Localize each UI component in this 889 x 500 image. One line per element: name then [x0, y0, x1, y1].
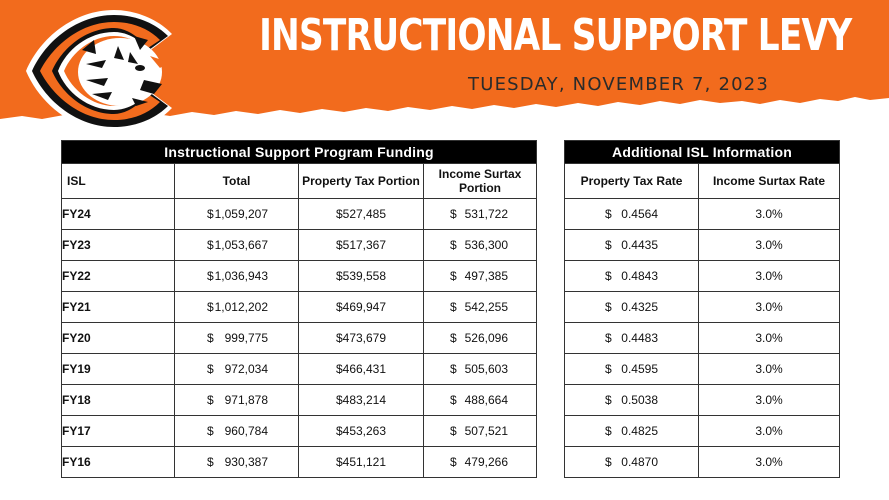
table-row [565, 416, 840, 447]
currency-symbol: $ [207, 393, 214, 407]
total-cell [175, 323, 299, 354]
currency-symbol: $ [207, 269, 214, 283]
table-row [62, 199, 537, 230]
currency-symbol: $ [605, 362, 612, 376]
page-title: INSTRUCTIONAL SUPPORT LEVY [258, 10, 851, 61]
event-date: TUESDAY, NOVEMBER 7, 2023 [468, 74, 770, 95]
currency-symbol: $ [605, 300, 612, 314]
income-surtax-cell [424, 230, 537, 261]
property-tax-portion: $527,485 [299, 199, 424, 230]
currency-symbol: $ [450, 393, 457, 407]
total-cell [175, 385, 299, 416]
income-surtax-rate: 3.0% [699, 199, 840, 230]
currency-symbol: $ [450, 455, 457, 469]
income-surtax-portion: 542,255 [464, 300, 509, 314]
currency-symbol: $ [450, 424, 457, 438]
col-header-income-surtax-rate: Income Surtax Rate [699, 164, 840, 199]
table-row [62, 230, 537, 261]
total-amount: 1,036,943 [214, 269, 268, 283]
currency-symbol: $ [207, 362, 214, 376]
funding-table-caption: Instructional Support Program Funding [62, 141, 537, 164]
property-tax-rate: 0.4564 [621, 207, 658, 221]
currency-symbol: $ [450, 269, 457, 283]
property-tax-rate-cell [565, 292, 699, 323]
property-tax-rate-cell [565, 385, 699, 416]
total-cell [175, 230, 299, 261]
total-cell [175, 292, 299, 323]
currency-symbol: $ [605, 269, 612, 283]
property-tax-portion: $539,558 [299, 261, 424, 292]
col-header-property-tax-rate: Property Tax Rate [565, 164, 699, 199]
income-surtax-rate: 3.0% [699, 292, 840, 323]
total-amount: 1,012,202 [214, 300, 268, 314]
property-tax-rate: 0.4435 [621, 238, 658, 252]
property-tax-rate-cell [565, 199, 699, 230]
income-surtax-portion: 497,385 [464, 269, 509, 283]
fiscal-year: FY17 [62, 416, 175, 447]
income-surtax-rate: 3.0% [699, 230, 840, 261]
income-surtax-rate: 3.0% [699, 447, 840, 478]
funding-table [61, 140, 537, 478]
tiger-logo-icon [22, 10, 202, 132]
property-tax-rate: 0.5038 [621, 393, 658, 407]
property-tax-rate-cell [565, 230, 699, 261]
table-row [565, 354, 840, 385]
currency-symbol: $ [450, 300, 457, 314]
fiscal-year: FY19 [62, 354, 175, 385]
property-tax-rate: 0.4483 [621, 331, 658, 345]
additional-table-caption: Additional ISL Information [565, 141, 840, 164]
currency-symbol: $ [605, 455, 612, 469]
fiscal-year: FY22 [62, 261, 175, 292]
income-surtax-portion: 479,266 [464, 455, 509, 469]
income-surtax-portion: 526,096 [464, 331, 509, 345]
property-tax-rate-cell [565, 447, 699, 478]
table-row [565, 385, 840, 416]
tiger-c-logo [22, 10, 202, 132]
col-header-income-surtax-portion: Income Surtax Portion [424, 164, 537, 199]
income-surtax-rate: 3.0% [699, 416, 840, 447]
total-amount: 930,387 [224, 455, 268, 469]
total-cell [175, 447, 299, 478]
income-surtax-cell [424, 416, 537, 447]
income-surtax-cell [424, 261, 537, 292]
fiscal-year: FY24 [62, 199, 175, 230]
income-surtax-rate: 3.0% [699, 385, 840, 416]
property-tax-portion: $473,679 [299, 323, 424, 354]
currency-symbol: $ [605, 207, 612, 221]
income-surtax-rate: 3.0% [699, 354, 840, 385]
currency-symbol: $ [605, 238, 612, 252]
col-header-isl: ISL [62, 164, 175, 199]
income-surtax-portion: 531,722 [464, 207, 509, 221]
total-amount: 1,059,207 [214, 207, 268, 221]
property-tax-portion: $469,947 [299, 292, 424, 323]
table-row [62, 323, 537, 354]
currency-symbol: $ [605, 331, 612, 345]
currency-symbol: $ [207, 300, 214, 314]
table-row [565, 323, 840, 354]
fiscal-year: FY18 [62, 385, 175, 416]
table-row [62, 261, 537, 292]
income-surtax-cell [424, 385, 537, 416]
currency-symbol: $ [207, 238, 214, 252]
currency-symbol: $ [207, 207, 214, 221]
property-tax-rate: 0.4870 [621, 455, 658, 469]
col-header-total: Total [175, 164, 299, 199]
property-tax-rate-cell [565, 354, 699, 385]
currency-symbol: $ [207, 424, 214, 438]
total-cell [175, 199, 299, 230]
fiscal-year: FY20 [62, 323, 175, 354]
income-surtax-cell [424, 323, 537, 354]
income-surtax-cell [424, 292, 537, 323]
table-row [62, 416, 537, 447]
table-row [565, 447, 840, 478]
property-tax-rate: 0.4843 [621, 269, 658, 283]
total-cell [175, 354, 299, 385]
currency-symbol: $ [605, 393, 612, 407]
table-row [62, 385, 537, 416]
total-amount: 960,784 [224, 424, 268, 438]
property-tax-rate: 0.4595 [621, 362, 658, 376]
total-cell [175, 261, 299, 292]
currency-symbol: $ [450, 207, 457, 221]
property-tax-rate: 0.4825 [621, 424, 658, 438]
currency-symbol: $ [450, 331, 457, 345]
total-amount: 971,878 [224, 393, 268, 407]
table-row [565, 292, 840, 323]
table-row [565, 230, 840, 261]
income-surtax-cell [424, 447, 537, 478]
property-tax-rate-cell [565, 416, 699, 447]
currency-symbol: $ [207, 331, 214, 345]
fiscal-year: FY21 [62, 292, 175, 323]
additional-isl-table [564, 140, 840, 478]
property-tax-rate-cell [565, 323, 699, 354]
currency-symbol: $ [605, 424, 612, 438]
table-row [565, 261, 840, 292]
income-surtax-rate: 3.0% [699, 261, 840, 292]
fiscal-year: FY16 [62, 447, 175, 478]
property-tax-portion: $453,263 [299, 416, 424, 447]
currency-symbol: $ [450, 362, 457, 376]
income-surtax-cell [424, 354, 537, 385]
property-tax-portion: $483,214 [299, 385, 424, 416]
income-surtax-cell [424, 199, 537, 230]
total-cell [175, 416, 299, 447]
income-surtax-rate: 3.0% [699, 323, 840, 354]
income-surtax-portion: 505,603 [464, 362, 509, 376]
property-tax-portion: $517,367 [299, 230, 424, 261]
income-surtax-portion: 488,664 [464, 393, 509, 407]
property-tax-portion: $466,431 [299, 354, 424, 385]
table-row [62, 292, 537, 323]
table-row [62, 354, 537, 385]
total-amount: 999,775 [224, 331, 268, 345]
property-tax-rate-cell [565, 261, 699, 292]
currency-symbol: $ [450, 238, 457, 252]
total-amount: 972,034 [224, 362, 268, 376]
table-row [565, 199, 840, 230]
fiscal-year: FY23 [62, 230, 175, 261]
property-tax-portion: $451,121 [299, 447, 424, 478]
property-tax-rate: 0.4325 [621, 300, 658, 314]
income-surtax-portion: 507,521 [464, 424, 509, 438]
income-surtax-portion: 536,300 [464, 238, 509, 252]
currency-symbol: $ [207, 455, 214, 469]
col-header-property-tax-portion: Property Tax Portion [299, 164, 424, 199]
total-amount: 1,053,667 [214, 238, 268, 252]
table-row [62, 447, 537, 478]
